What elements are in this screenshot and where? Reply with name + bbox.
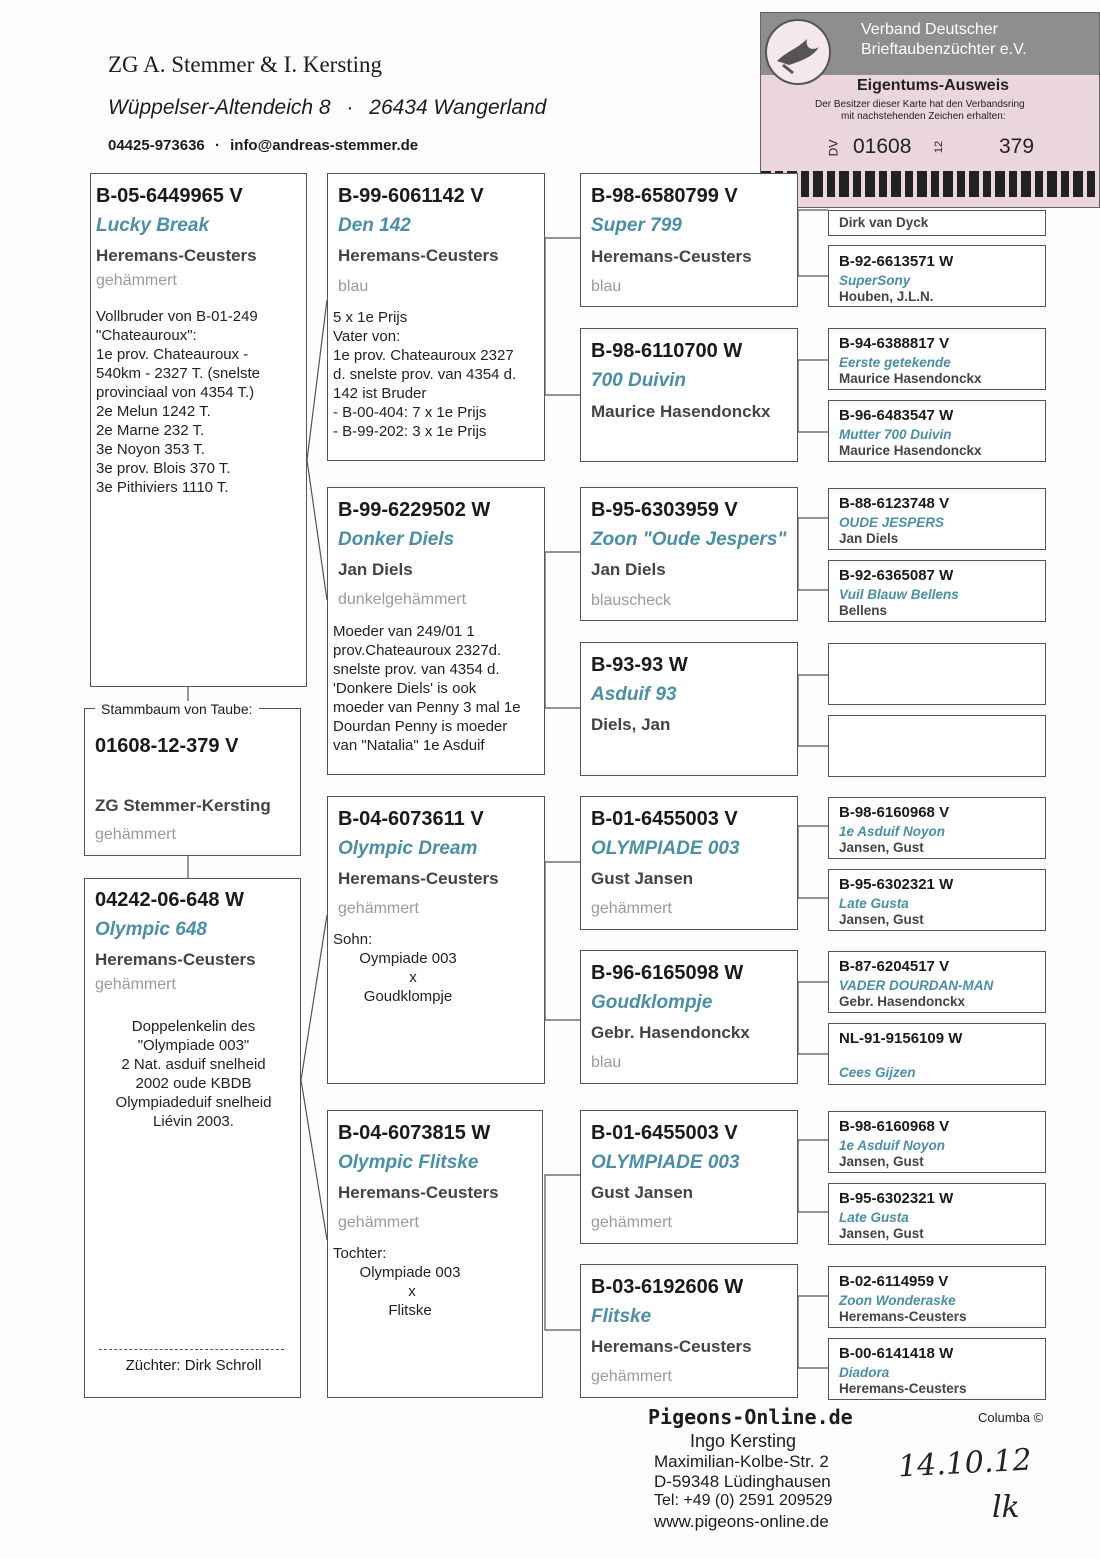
- gen4-ring: B-92-6613571 W: [839, 253, 954, 270]
- card-dv-label: DV: [826, 139, 841, 157]
- gen4-breeder: Jansen, Gust: [839, 1154, 924, 1169]
- handwritten-initials: lk: [992, 1490, 1020, 1525]
- gen2-color: dunkelgehämmert: [338, 591, 467, 608]
- gen4-box-9: [828, 797, 1046, 859]
- gen2-box-1: [327, 173, 545, 461]
- gen3-color: gehämmert: [591, 1368, 672, 1385]
- gen3-box-8: [580, 1264, 798, 1398]
- gen3-ring: B-93-93 W: [591, 654, 688, 676]
- gen4-name: Diadora: [839, 1365, 890, 1380]
- subject-ring: 01608-12-379 V: [95, 735, 239, 757]
- owner-name: ZG A. Stemmer & I. Kersting: [108, 52, 383, 77]
- gen4-name: Eerste getekende: [839, 355, 951, 370]
- gen4-ring: NL-91-9156109 W: [839, 1030, 963, 1047]
- gen4-box-3: [828, 328, 1046, 390]
- gen2-color: blau: [338, 278, 369, 295]
- gen3-name: 700 Duivin: [591, 370, 687, 391]
- gen2-ring: B-99-6229502 W: [338, 499, 491, 521]
- gen3-box-6: [580, 950, 798, 1084]
- gen4-breeder: Jansen, Gust: [839, 912, 924, 927]
- gen4-box-2: [828, 245, 1046, 307]
- gen2-color: gehämmert: [338, 900, 419, 917]
- gen4-name: 1e Asduif Noyon: [839, 1138, 946, 1153]
- gen4-breeder: Bellens: [839, 603, 888, 618]
- gen4-box-8: [828, 715, 1046, 777]
- gen3-color: gehämmert: [591, 1214, 672, 1231]
- gen2-ring: B-04-6073815 W: [338, 1122, 491, 1144]
- gen3-breeder: Maurice Hasendonckx: [591, 402, 771, 421]
- gen3-box-7: [580, 1110, 798, 1244]
- subject-color: gehämmert: [95, 826, 176, 843]
- dam-color: gehämmert: [95, 976, 176, 993]
- gen4-name: OUDE JESPERS: [839, 515, 945, 530]
- sire-name: Lucky Break: [96, 215, 210, 236]
- gen3-name: OLYMPIADE 003: [591, 838, 740, 859]
- dam-ring: 04242-06-648 W: [95, 889, 244, 911]
- card-pattern-band: [761, 171, 1100, 197]
- card-year: 12: [933, 140, 946, 154]
- gen3-breeder: Heremans-Ceusters: [591, 247, 752, 266]
- gen2-note-parent-b: Goudklompje: [363, 988, 453, 1005]
- gen2-box-4: [327, 1110, 543, 1398]
- dam-breeder: Heremans-Ceusters: [95, 950, 256, 969]
- card-ring: 379: [999, 135, 1035, 158]
- gen2-note-parent-b: Flitske: [388, 1302, 432, 1319]
- gen4-ring: B-02-6114959 V: [839, 1273, 949, 1290]
- gen3-ring: B-98-6110700 W: [591, 340, 743, 362]
- gen4-ring: B-00-6141418 W: [839, 1345, 954, 1362]
- owner-address: [108, 96, 546, 120]
- gen2-ring: B-99-6061142 V: [338, 185, 484, 207]
- footer-street: Maximilian-Kolbe-Str. 2: [654, 1452, 829, 1471]
- gen4-name: VADER DOURDAN-MAN: [839, 978, 994, 993]
- subject-breeder: ZG Stemmer-Kersting: [95, 796, 271, 815]
- gen4-breeder: Houben, J.L.N.: [839, 289, 934, 304]
- gen3-breeder: Jan Diels: [591, 560, 666, 579]
- gen2-name: Den 142: [338, 215, 411, 236]
- gen4-ring: B-87-6204517 V: [839, 958, 950, 975]
- owner-street: Wüppelser-Altendeich 8: [108, 96, 331, 119]
- gen2-ring: B-04-6073611 V: [338, 808, 484, 830]
- gen3-name: Goudklompje: [591, 992, 713, 1013]
- gen4-breeder: Maurice Hasendonckx: [839, 371, 982, 386]
- gen3-ring: B-03-6192606 W: [591, 1276, 744, 1298]
- contact-separator: ·: [214, 137, 220, 154]
- gen3-color: blau: [591, 278, 622, 295]
- gen3-box-4: [580, 642, 798, 776]
- gen4-ring: B-95-6302321 W: [839, 876, 954, 893]
- card-org-line2: Brieftaubenzüchter e.V.: [861, 41, 1027, 58]
- gen2-note: Moeder van 249/01 1 prov.Chateauroux 2327d. snelste prov. van 4354 d. 'Donkere Diels' is ook moeder van Penny 3 mal 1e Dourdan Penny is moeder van "Natalia" 1e Asduif: [333, 623, 521, 754]
- gen3-breeder: Heremans-Ceusters: [591, 1337, 752, 1356]
- gen4-name: Zoon Wonderaske: [839, 1293, 956, 1308]
- sire-color: gehämmert: [96, 272, 177, 289]
- gen2-breeder: Heremans-Ceusters: [338, 869, 499, 888]
- gen4-box-5: [828, 488, 1046, 550]
- footer-copyright: Columba ©: [978, 1410, 1044, 1425]
- handwritten-date: 14.10.12: [897, 1442, 1033, 1485]
- gen4-ring: B-94-6388817 V: [839, 335, 950, 352]
- gen3-breeder: Gust Jansen: [591, 869, 694, 888]
- owner-contact: [108, 137, 418, 154]
- gen3-box-3: [580, 487, 798, 621]
- gen4-ring: B-98-6160968 V: [839, 1118, 950, 1135]
- gen4-ring: B-88-6123748 V: [839, 495, 950, 512]
- gen3-color: blau: [591, 1054, 622, 1071]
- gen3-name: Zoon "Oude Jespers": [591, 529, 787, 550]
- subject-box: [84, 701, 301, 856]
- gen2-note: 5 x 1e Prijs Vater von: 1e prov. Chateauroux 2327 d. snelste prov. van 4354 d. 142 ist Bruder - B-00-404: 7 x 1e Prijs - B-99-202: 3 x 1e Prijs: [333, 309, 517, 440]
- gen4-box-16: [828, 1338, 1046, 1400]
- gen4-ring: B-96-6483547 W: [839, 407, 954, 424]
- gen3-ring: B-98-6580799 V: [591, 185, 738, 207]
- footer-city: D-59348 Lüdinghausen: [654, 1472, 831, 1491]
- card-number: 01608: [853, 135, 912, 158]
- gen3-ring: B-01-6455003 V: [591, 808, 738, 830]
- gen4-name: Vuil Blauw Bellens: [839, 587, 959, 602]
- gen4-box-7: [828, 643, 1046, 705]
- gen3-name: Super 799: [591, 215, 682, 236]
- footer-site: Pigeons-Online.de: [648, 1405, 853, 1429]
- subject-caption: Stammbaum von Taube:: [95, 701, 259, 717]
- gen3-name: OLYMPIADE 003: [591, 1152, 740, 1173]
- gen4-box-6: [828, 560, 1046, 622]
- sire-note: Vollbruder von B-01-249 "Chateauroux": 1e prov. Chateauroux - 540km - 2327 T. (snelste provinciaal von 4354 T.) 2e Melun 1242 T. 2e Marne 232 T. 3e Noyon 353 T. 3e prov. Blois 370 T. 3e Pithiviers 1110 T.: [96, 308, 260, 496]
- gen3-breeder: Diels, Jan: [591, 715, 671, 734]
- gen3-ring: B-95-6303959 V: [591, 499, 738, 521]
- owner-phone: 04425-973636: [108, 137, 205, 154]
- gen3-breeder: Gebr. Hasendonckx: [591, 1023, 750, 1042]
- gen4-box-4: [828, 400, 1046, 462]
- dam-box: [84, 878, 301, 1398]
- gen3-box-1: [580, 173, 798, 307]
- gen4-breeder: Jansen, Gust: [839, 1226, 924, 1241]
- gen4-breeder: Gebr. Hasendonckx: [839, 994, 966, 1009]
- gen2-note-label: Tochter:: [333, 1245, 387, 1262]
- gen4-box-14: [828, 1183, 1046, 1245]
- sire-box: [90, 173, 307, 687]
- card-text-line2: mit nachstehenden Zeichen erhalten:: [841, 111, 1006, 122]
- gen3-name: Asduif 93: [591, 684, 677, 705]
- gen4-name: Late Gusta: [839, 1210, 909, 1225]
- dam-breeder-footer: Züchter: Dirk Schroll: [125, 1357, 262, 1374]
- gen4-name: SuperSony: [839, 273, 911, 288]
- owner-email: info@andreas-stemmer.de: [230, 137, 419, 154]
- sire-breeder: Heremans-Ceusters: [96, 246, 257, 265]
- gen3-color: blauscheck: [591, 592, 672, 609]
- gen4-breeder: Jansen, Gust: [839, 840, 924, 855]
- dam-footer-divider: [99, 1349, 284, 1350]
- gen4-ring: B-98-6160968 V: [839, 804, 950, 821]
- gen2-box-2: [327, 487, 545, 775]
- gen4-name: Mutter 700 Duivin: [839, 427, 952, 442]
- gen4-breeder: Heremans-Ceusters: [839, 1381, 967, 1396]
- gen4-box-13: [828, 1111, 1046, 1173]
- gen4-box-15: [828, 1266, 1046, 1328]
- gen4-ring: B-92-6365087 W: [839, 567, 954, 584]
- gen2-note-label: Sohn:: [333, 931, 373, 948]
- sire-ring: B-05-6449965 V: [96, 185, 243, 207]
- gen3-ring: B-01-6455003 V: [591, 1122, 738, 1144]
- card-text-line1: Der Besitzer dieser Karte hat den Verbandsring: [815, 99, 1025, 110]
- gen3-ring: B-96-6165098 W: [591, 962, 744, 984]
- gen2-note-cross: x: [409, 969, 417, 986]
- gen3-box-5: [580, 796, 798, 930]
- footer-person: Ingo Kersting: [690, 1431, 797, 1451]
- footer-web: www.pigeons-online.de: [654, 1512, 829, 1531]
- dam-name: Olympic 648: [95, 919, 207, 940]
- address-separator: ·: [346, 96, 354, 119]
- gen3-breeder: Gust Jansen: [591, 1183, 694, 1202]
- footer-tel: Tel: +49 (0) 2591 209529: [654, 1492, 833, 1509]
- gen2-breeder: Heremans-Ceusters: [338, 246, 499, 265]
- gen4-breeder: Heremans-Ceusters: [839, 1309, 967, 1324]
- gen3-color: gehämmert: [591, 900, 672, 917]
- gen2-note-cross: x: [408, 1283, 416, 1300]
- gen4-breeder: Maurice Hasendonckx: [839, 443, 982, 458]
- dove-emblem-icon: [765, 19, 831, 85]
- card-org-line1: Verband Deutscher: [861, 21, 998, 38]
- gen2-name: Donker Diels: [338, 529, 455, 550]
- gen4-box-10: [828, 869, 1046, 931]
- gen2-breeder: Heremans-Ceusters: [338, 1183, 499, 1202]
- gen4-box-11: [828, 951, 1046, 1013]
- gen2-name: Olympic Dream: [338, 838, 478, 859]
- gen4-ring: B-95-6302321 W: [839, 1190, 954, 1207]
- gen3-name: Flitske: [591, 1306, 652, 1327]
- gen4-box-1: [828, 210, 1046, 236]
- gen4-breeder: Jan Diels: [839, 531, 899, 546]
- gen4-breeder: Dirk van Dyck: [839, 215, 929, 230]
- dam-note: Doppelenkelin des "Olympiade 003" 2 Nat. asduif snelheid 2002 oude KBDB Olympiadeduif snelheid Liévin 2003.: [115, 1018, 272, 1130]
- gen2-color: gehämmert: [338, 1214, 419, 1231]
- gen2-box-3: [327, 796, 545, 1084]
- gen2-note-parent-a: Oympiade 003: [359, 950, 457, 967]
- gen3-box-2: [580, 328, 798, 462]
- owner-city: 26434 Wangerland: [369, 96, 547, 119]
- gen2-name: Olympic Flitske: [338, 1152, 479, 1173]
- gen2-note-parent-a: Olympiade 003: [359, 1264, 461, 1281]
- gen4-name: 1e Asduif Noyon: [839, 824, 946, 839]
- gen2-breeder: Jan Diels: [338, 560, 413, 579]
- card-title: Eigentums-Ausweis: [857, 77, 1010, 94]
- gen4-name: Late Gusta: [839, 896, 909, 911]
- gen4-box-12: [828, 1023, 1046, 1085]
- ownership-card: [760, 12, 1100, 208]
- gen4-name: Cees Gijzen: [839, 1065, 916, 1080]
